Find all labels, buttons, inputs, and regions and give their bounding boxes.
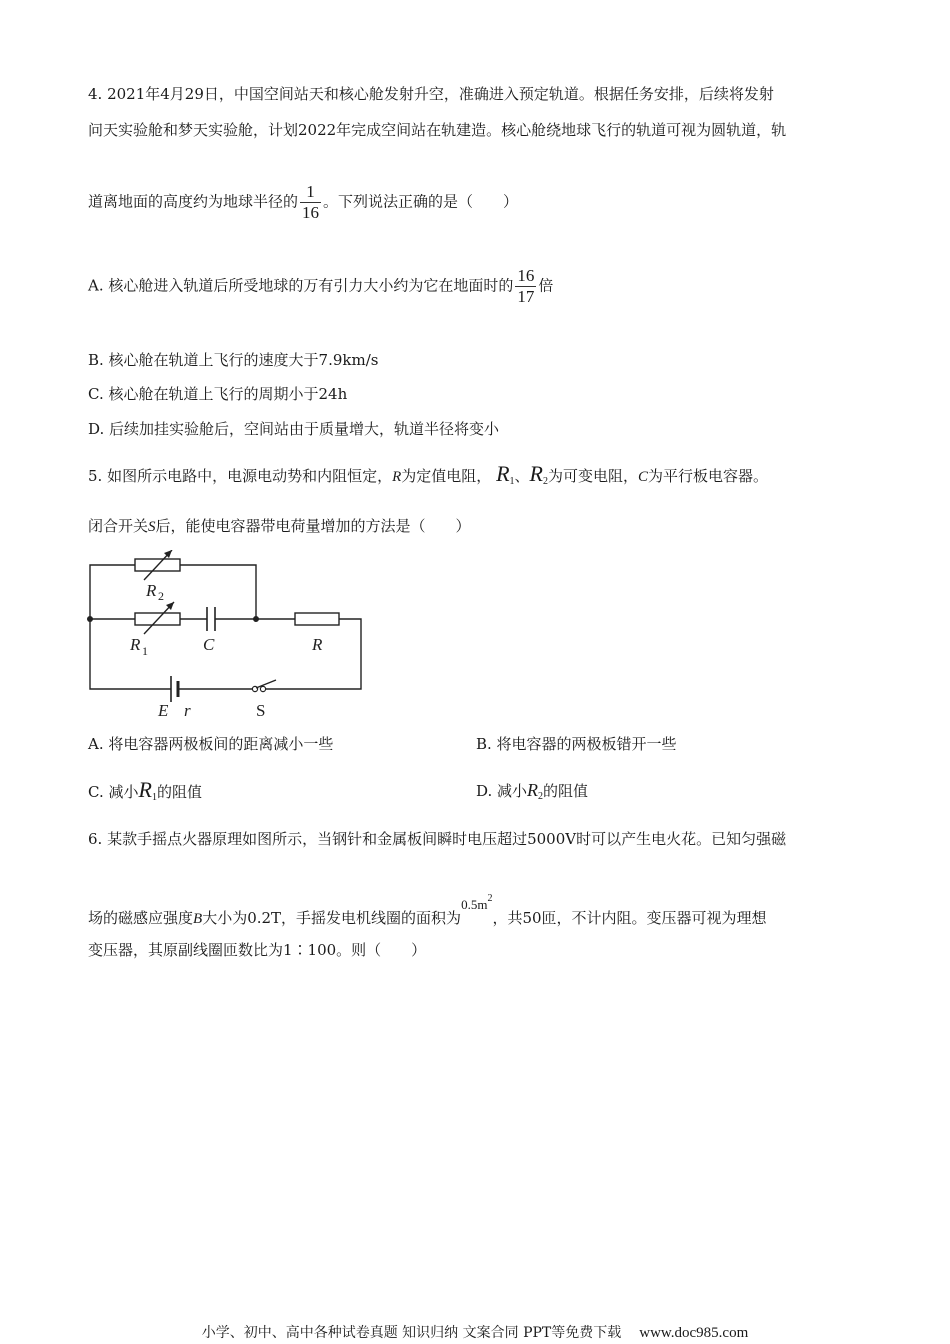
q5-option-b: B. 将电容器的两极板错开一些 (476, 735, 677, 753)
label-r1-sub: 1 (142, 644, 148, 658)
label-r2: R (146, 581, 157, 600)
q4-option-a-end: 倍 (538, 276, 554, 295)
q6-stem-line-2-b: 大小为0.2T，手摇发电机线圈的面积为 (202, 909, 462, 927)
q5-stem-line-2 (88, 516, 471, 537)
q5-stem-text-b: 为定值电阻， (401, 467, 492, 485)
switch-lever (256, 680, 276, 688)
junction-left (87, 616, 93, 622)
wire-bottom-left (90, 619, 171, 689)
q5-symbol-r2-sub: 2 (542, 476, 548, 487)
q5-option-c (88, 777, 202, 808)
q6-symbol-b: B (193, 911, 203, 927)
q5-option-d (476, 780, 588, 807)
q4-stem-line-3 (88, 182, 518, 223)
q5-symbol-r1: R (496, 461, 510, 486)
switch-contact-right (260, 686, 265, 691)
q5-stem-line-2-a: 闭合开关 (88, 517, 149, 535)
q6-stem-line-2-a: 场的磁感应强度 (88, 909, 194, 927)
q6-area-value: 0.5m (461, 897, 488, 912)
q6-stem-line-2-c: ，共50匝，不计内阻。变压器可视为理想 (492, 909, 767, 927)
q4-stem-line-3-text: 道离地面的高度约为地球半径的 (88, 192, 299, 211)
q5-stem-line-2-b: 后，能使电容器带电荷量增加的方法是（ ） (155, 517, 471, 535)
q5-symbol-s: S (148, 519, 156, 535)
q5-symbol-r2: R (529, 461, 543, 486)
q4-option-c: C. 核心舱在轨道上飞行的周期小于24h (88, 385, 348, 403)
q4-fraction-numerator: 1 (300, 182, 321, 203)
q5-stem-text-c: 为可变电阻， (547, 467, 638, 485)
q4-option-d: D. 后续加挂实验舱后，空间站由于质量增大，轨道半径将变小 (88, 420, 500, 438)
footer-text: 小学、初中、高中各种试卷真题 知识归纳 文案合同 PPT等免费下载 (201, 1325, 622, 1341)
q5-option-c-sub: 1 (151, 792, 157, 803)
q4-option-b: B. 核心舱在轨道上飞行的速度大于7.9km/s (88, 351, 379, 369)
label-r2-sub: 2 (158, 589, 164, 603)
q6-stem-line-1: 6. 某款手摇点火器原理如图所示，当钢针和金属板间瞬时电压超过5000V时可以产生电火花。已知匀强磁 (88, 830, 787, 848)
q5-symbol-r1-sub: 1 (509, 476, 515, 487)
footer-url[interactable]: www.doc985.com (639, 1325, 749, 1341)
q5-separator: 、 (514, 467, 530, 485)
q5-option-a: A. 将电容器两极板间的距离减小一些 (88, 735, 334, 753)
junction-right (253, 616, 259, 622)
q5-stem-text-a: 5. 如图所示电路中，电源电动势和内阻恒定， (88, 467, 393, 485)
q4-fraction-denominator: 16 (302, 203, 320, 222)
circuit-wires (90, 565, 361, 689)
q4-option-a-text: A. 核心舱进入轨道后所受地球的万有引力大小约为它在地面时的 (88, 276, 514, 295)
wire-right-loop (265, 619, 361, 689)
resistor-r (295, 613, 339, 625)
q4-option-a-fraction (515, 266, 536, 307)
q6-stem-line-3: 变压器，其原副线圈匝数比为1∶100。则（ ） (88, 941, 427, 959)
q5-option-d-end: 的阻值 (543, 782, 589, 800)
label-r-internal: r (184, 701, 191, 720)
wire-top-left (90, 565, 135, 619)
q5-stem-line-1 (88, 461, 769, 492)
q6-stem-line-2 (88, 889, 767, 929)
q5-circuit-diagram (80, 550, 380, 720)
q4-fraction (300, 182, 321, 223)
q5-symbol-c: C (638, 469, 649, 485)
q5-option-c-end: 的阻值 (156, 783, 202, 801)
q4-option-a-numerator: 16 (517, 266, 535, 285)
q5-symbol-r: R (392, 469, 402, 485)
wire-top-right (180, 565, 256, 619)
q5-option-c-symbol: R (138, 777, 152, 802)
q4-stem-line-2: 问天实验舱和梦天实验舱，计划2022年完成空间站在轨建造。核心舱绕地球飞行的轨道可视为圆轨道，轨 (88, 121, 787, 139)
q4-option-a-denominator: 17 (517, 287, 535, 306)
label-r1: R (130, 635, 141, 654)
label-c: C (203, 635, 215, 654)
page-footer (0, 1322, 950, 1342)
label-r: R (312, 635, 323, 654)
q5-option-d-symbol: R (527, 780, 539, 800)
q5-option-d-text: D. 减小 (476, 782, 528, 800)
q4-stem-line-3-end: 。下列说法正确的是（ ） (323, 192, 519, 211)
q6-area-sup: 2 (487, 893, 493, 904)
q5-option-c-text: C. 减小 (88, 783, 139, 801)
q4-option-a (88, 266, 553, 307)
label-s: S (256, 701, 266, 720)
q5-option-d-sub: 2 (538, 791, 544, 802)
q4-stem-line-1: 4. 2021年4月29日，中国空间站天和核心舱发射升空，准确进入预定轨道。根据任务安排，后续将发射 (88, 85, 774, 103)
label-e: E (158, 701, 169, 720)
q5-stem-text-d: 为平行板电容器。 (648, 467, 769, 485)
